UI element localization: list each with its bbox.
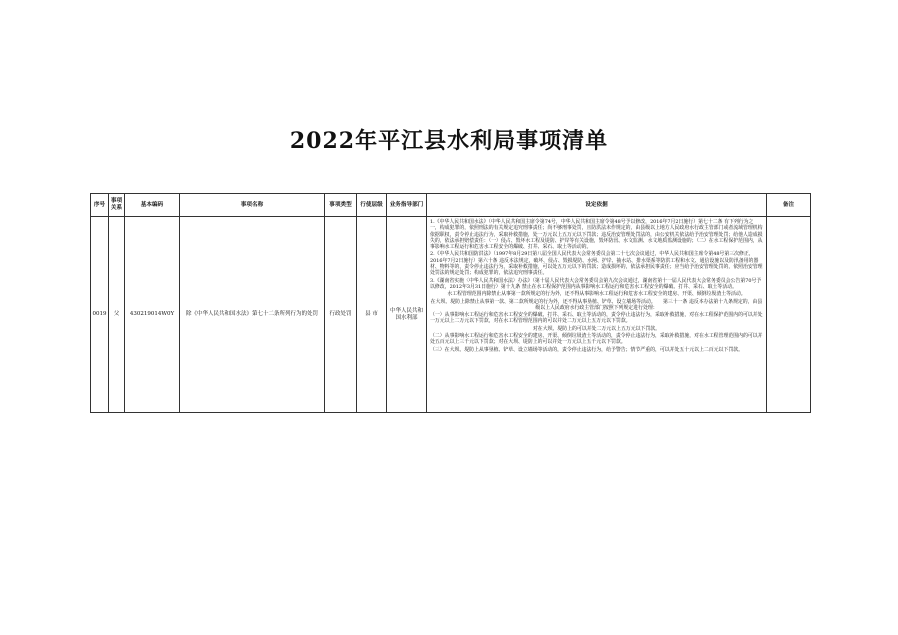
header-type: 事项类型 — [325, 194, 357, 217]
header-relation: 事项关系 — [109, 194, 125, 217]
header-name: 事项名称 — [180, 194, 325, 217]
page-title: 2022年平江县水利局事项清单 — [289, 128, 609, 154]
cell-level: 县 市 — [357, 217, 387, 413]
basis-paragraph: 对在大坝、堤防上的可以并处二万元以上五万元以下罚款。 — [532, 325, 661, 332]
header-code: 基本编码 — [125, 194, 180, 217]
header-index: 序号 — [91, 194, 109, 217]
cell-code: 430219014W0Y — [125, 217, 180, 413]
header-basis: 设定依据 — [427, 194, 767, 217]
header-level: 行使层级 — [357, 194, 387, 217]
cell-relation: 父 — [109, 217, 125, 413]
basis-paragraph: 在大坝、堤防上除禁止从事第一款、第二款所规定的行为外，还不得从事垦植、铲草、设立墙场等活动。 第三十一条 违反本办法第十九条规定的，由县级以上人民政府水行政主管部门按照下列规定进行处理： — [430, 298, 763, 311]
matter-table — [90, 193, 811, 413]
basis-paragraph: （三）在大坝、堤防上从事垦植、铲草、设立墙场等活动的，责令停止违法行为，给予警告；情节严重的，可以并处五十元以上二百元以下罚款。 — [430, 346, 744, 353]
cell-type: 行政处罚 — [325, 217, 357, 413]
table-header-row — [91, 194, 811, 217]
basis-paragraph: 3.《湖南省实施〈中华人民共和国水法〉办法》（第十届人民代表大会常务委员会第九次会议通过，湖南省第十一届人民代表大会常务委员会公告第70号予以修改，2012年3月31日施行）第十九条 禁止在水工程保护范围内从事影响水工程运行和危害水工程安全的爆破、打井、采石、取土等活动。 — [430, 277, 762, 290]
table-row — [91, 217, 811, 413]
cell-remark — [767, 217, 811, 413]
cell-name: 除《中华人民共和国水法》第七十二条所列行为的处罚 — [180, 217, 325, 413]
header-department: 业务指导部门 — [387, 194, 427, 217]
cell-department: 中华人民共和国水利部 — [387, 217, 427, 413]
cell-basis — [427, 217, 767, 413]
basis-paragraph: （二）从事影响水工程运行和危害水工程安全的建房、开渠、倾倒垃圾渣土等活动的，责令停止违法行为，采取补救措施，对在水工程管理范围内的可以并处五百元以上三千元以下罚款；对在大坝、堤防上的可以并处一万元以上五千元以下罚款。 — [430, 333, 763, 346]
basis-paragraph: 1.《中华人民共和国水法》（中华人民共和国主席令第74号，中华人民共和国主席令第48号予以修改，2016年7月2日施行）第七十二条 有下列行为之一，构成犯罪的，依照刑法的有关规定追究刑事责任；尚不够刑事处罚，且防洪法未作规定的，由县级以上地方人民政府水行政主管部门或者流域管理机构依据职权，责令停止违法行为，采取补救措施，处一万元以上五万元以下罚款；违反治安管理处罚法的，由公安机关依法给予治安管理处罚；给他人造成损失的，依法承担赔偿责任：（一）侵占、毁坏水工程及堤防、护岸等有关设施，毁坏防汛、水文监测、水文地质监测设施的；（二）在水工程保护范围内，从事影响水工程运行和危害水工程安全的爆破、打井、采石、取土等活动的。 — [430, 219, 763, 251]
basis-paragraph: 2.《中华人民共和国防洪法》（1997年8月29日第八届全国人民代表大会常务委员会第二十七次会议通过，中华人民共和国主席令第48号第三次修正，2016年7月2日施行）第六十条 违反本法规定，破坏、侵占、毁损堤防、水闸、护岸、抽水站、排水渠系等防洪工程和水文、通信设施以及防汛备用的器材、物料等的，责令停止违法行为，采取补救措施，可以处五万元以下的罚款；造成损坏的，依法承担民事责任；应当给予治安管理处罚的，依照治安管理处罚法的规定处罚；构成犯罪的，依法追究刑事责任。 — [430, 251, 763, 277]
header-remark: 备注 — [767, 194, 811, 217]
cell-index: 0019 — [91, 217, 109, 413]
basis-paragraph: 水工程管理范围内除禁止从事第一款所规定的行为外，还不得从事影响水工程运行和危害水工程安全的建房、开渠、倾倒垃圾渣土等活动。 — [447, 291, 746, 298]
basis-paragraph: （一）从事影响水工程运行和危害水工程安全的爆破、打井、采石、取土等活动的，责令停止违法行为，采取补救措施，对在水工程保护范围内的可以并处一万元以上二万元以下罚款，对在水工程管理范围内的可以并处二万元以上五万元以下罚款。 — [430, 312, 763, 325]
